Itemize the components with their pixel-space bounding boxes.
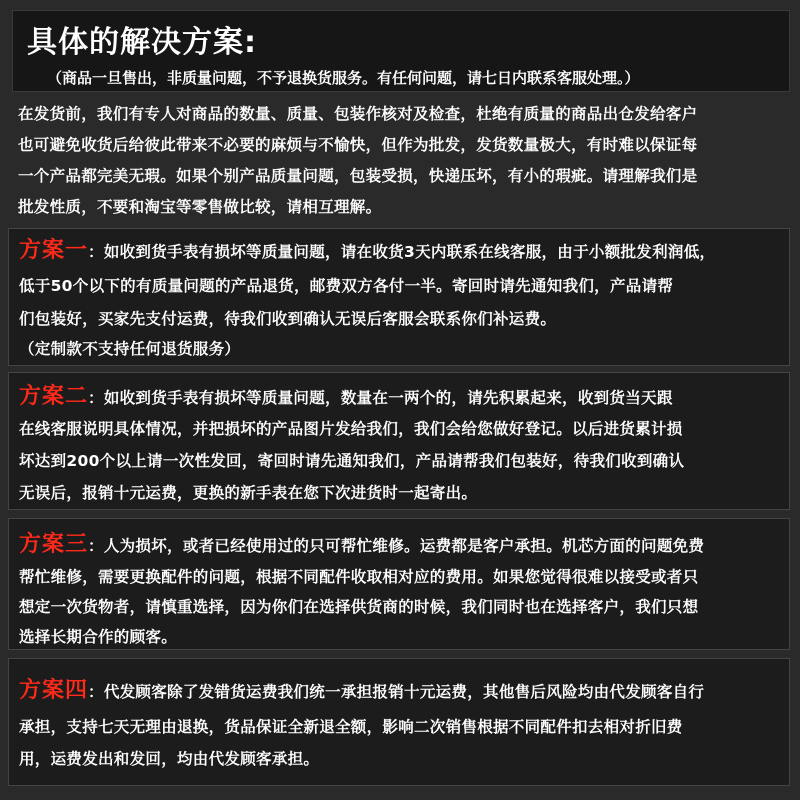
plan-one-section xyxy=(8,228,790,366)
plan-one-line: 们包装好，买家先支付运费，待我们收到确认无误后客服会联系你们补运费。 xyxy=(19,310,557,328)
plan-two-section xyxy=(8,372,790,510)
intro-line: 批发性质，不要和淘宝等零售做比较，请相互理解。 xyxy=(18,198,382,216)
page-title: 具体的解决方案: xyxy=(27,25,257,60)
plan-three-text: ：人为损坏，或者已经使用过的只可帮忙维修。运费都是客户承担。机芯方面的问题免费 xyxy=(88,537,705,555)
plan-one-text: ：如收到货手表有损坏等质量问题，请在收货3天内联系在线客服，由于小额批发利润低， xyxy=(88,243,716,261)
plan-four-line: 用，运费发出和发回，均由代发顾客承担。 xyxy=(19,750,320,768)
intro-line: 一个产品都完美无瑕。如果个别产品质量问题，包装受损，快递压坏，有小的瑕疵。请理解我们是 xyxy=(18,167,698,185)
intro-line: 在发货前，我们有专人对商品的数量、质量、包装作核对及检查，杜绝有质量的商品出仓发给客户 xyxy=(18,105,698,123)
plan-three-label: 方案三 xyxy=(19,532,89,557)
plan-four-line: 承担，支持七天无理由退换，货品保证全新退全额，影响二次销售根据不同配件扣去相对折旧费 xyxy=(19,718,683,736)
plan-two-line: 无误后，报销十元运费，更换的新手表在您下次进货时一起寄出。 xyxy=(19,484,478,502)
plan-one-label: 方案一 xyxy=(19,238,89,263)
plan-one-note: （定制款不支持任何退货服务） xyxy=(19,340,241,358)
plan-four-label: 方案四 xyxy=(19,678,89,703)
plan-three-line: 帮忙维修，需要更换配件的问题，根据不同配件收取相对应的费用。如果您觉得很难以接受或者只 xyxy=(19,568,699,586)
plan-three-line: 选择长期合作的顾客。 xyxy=(19,628,178,646)
plan-two-line: 在线客服说明具体情况，并把损坏的产品图片发给我们，我们会给您做好登记。以后进货累计损 xyxy=(19,420,683,438)
plan-two-text: ：如收到货手表有损坏等质量问题，数量在一两个的，请先积累起来，收到货当天跟 xyxy=(88,389,673,407)
intro-section xyxy=(8,94,790,222)
plan-one-line: 低于50个以下的有质量问题的产品退货，邮费双方各付一半。寄回时请先通知我们，产品请帮 xyxy=(19,277,674,295)
plan-three-section xyxy=(8,518,790,650)
no-return-note: （商品一旦售出，非质量问题，不予退换货服务。有任何问题，请七日内联系客服处理。） xyxy=(47,69,640,87)
intro-line: 也可避免收货后给彼此带来不必要的麻烦与不愉快，但作为批发，发货数量极大，有时难以保证每 xyxy=(18,136,698,154)
plan-four-text: ：代发顾客除了发错货运费我们统一承担报销十元运费，其他售后风险均由代发顾客自行 xyxy=(88,683,705,701)
plan-two-label: 方案二 xyxy=(19,384,89,409)
plan-two-line: 坏达到200个以上请一次性发回，寄回时请先通知我们，产品请帮我们包装好，待我们收到确认 xyxy=(19,452,685,470)
plan-four-section xyxy=(8,658,790,786)
plan-three-line: 想定一次货物者，请慎重选择，因为你们在选择供货商的时候，我们同时也在选择客户，我们只想 xyxy=(19,598,699,616)
header-box xyxy=(12,10,790,92)
